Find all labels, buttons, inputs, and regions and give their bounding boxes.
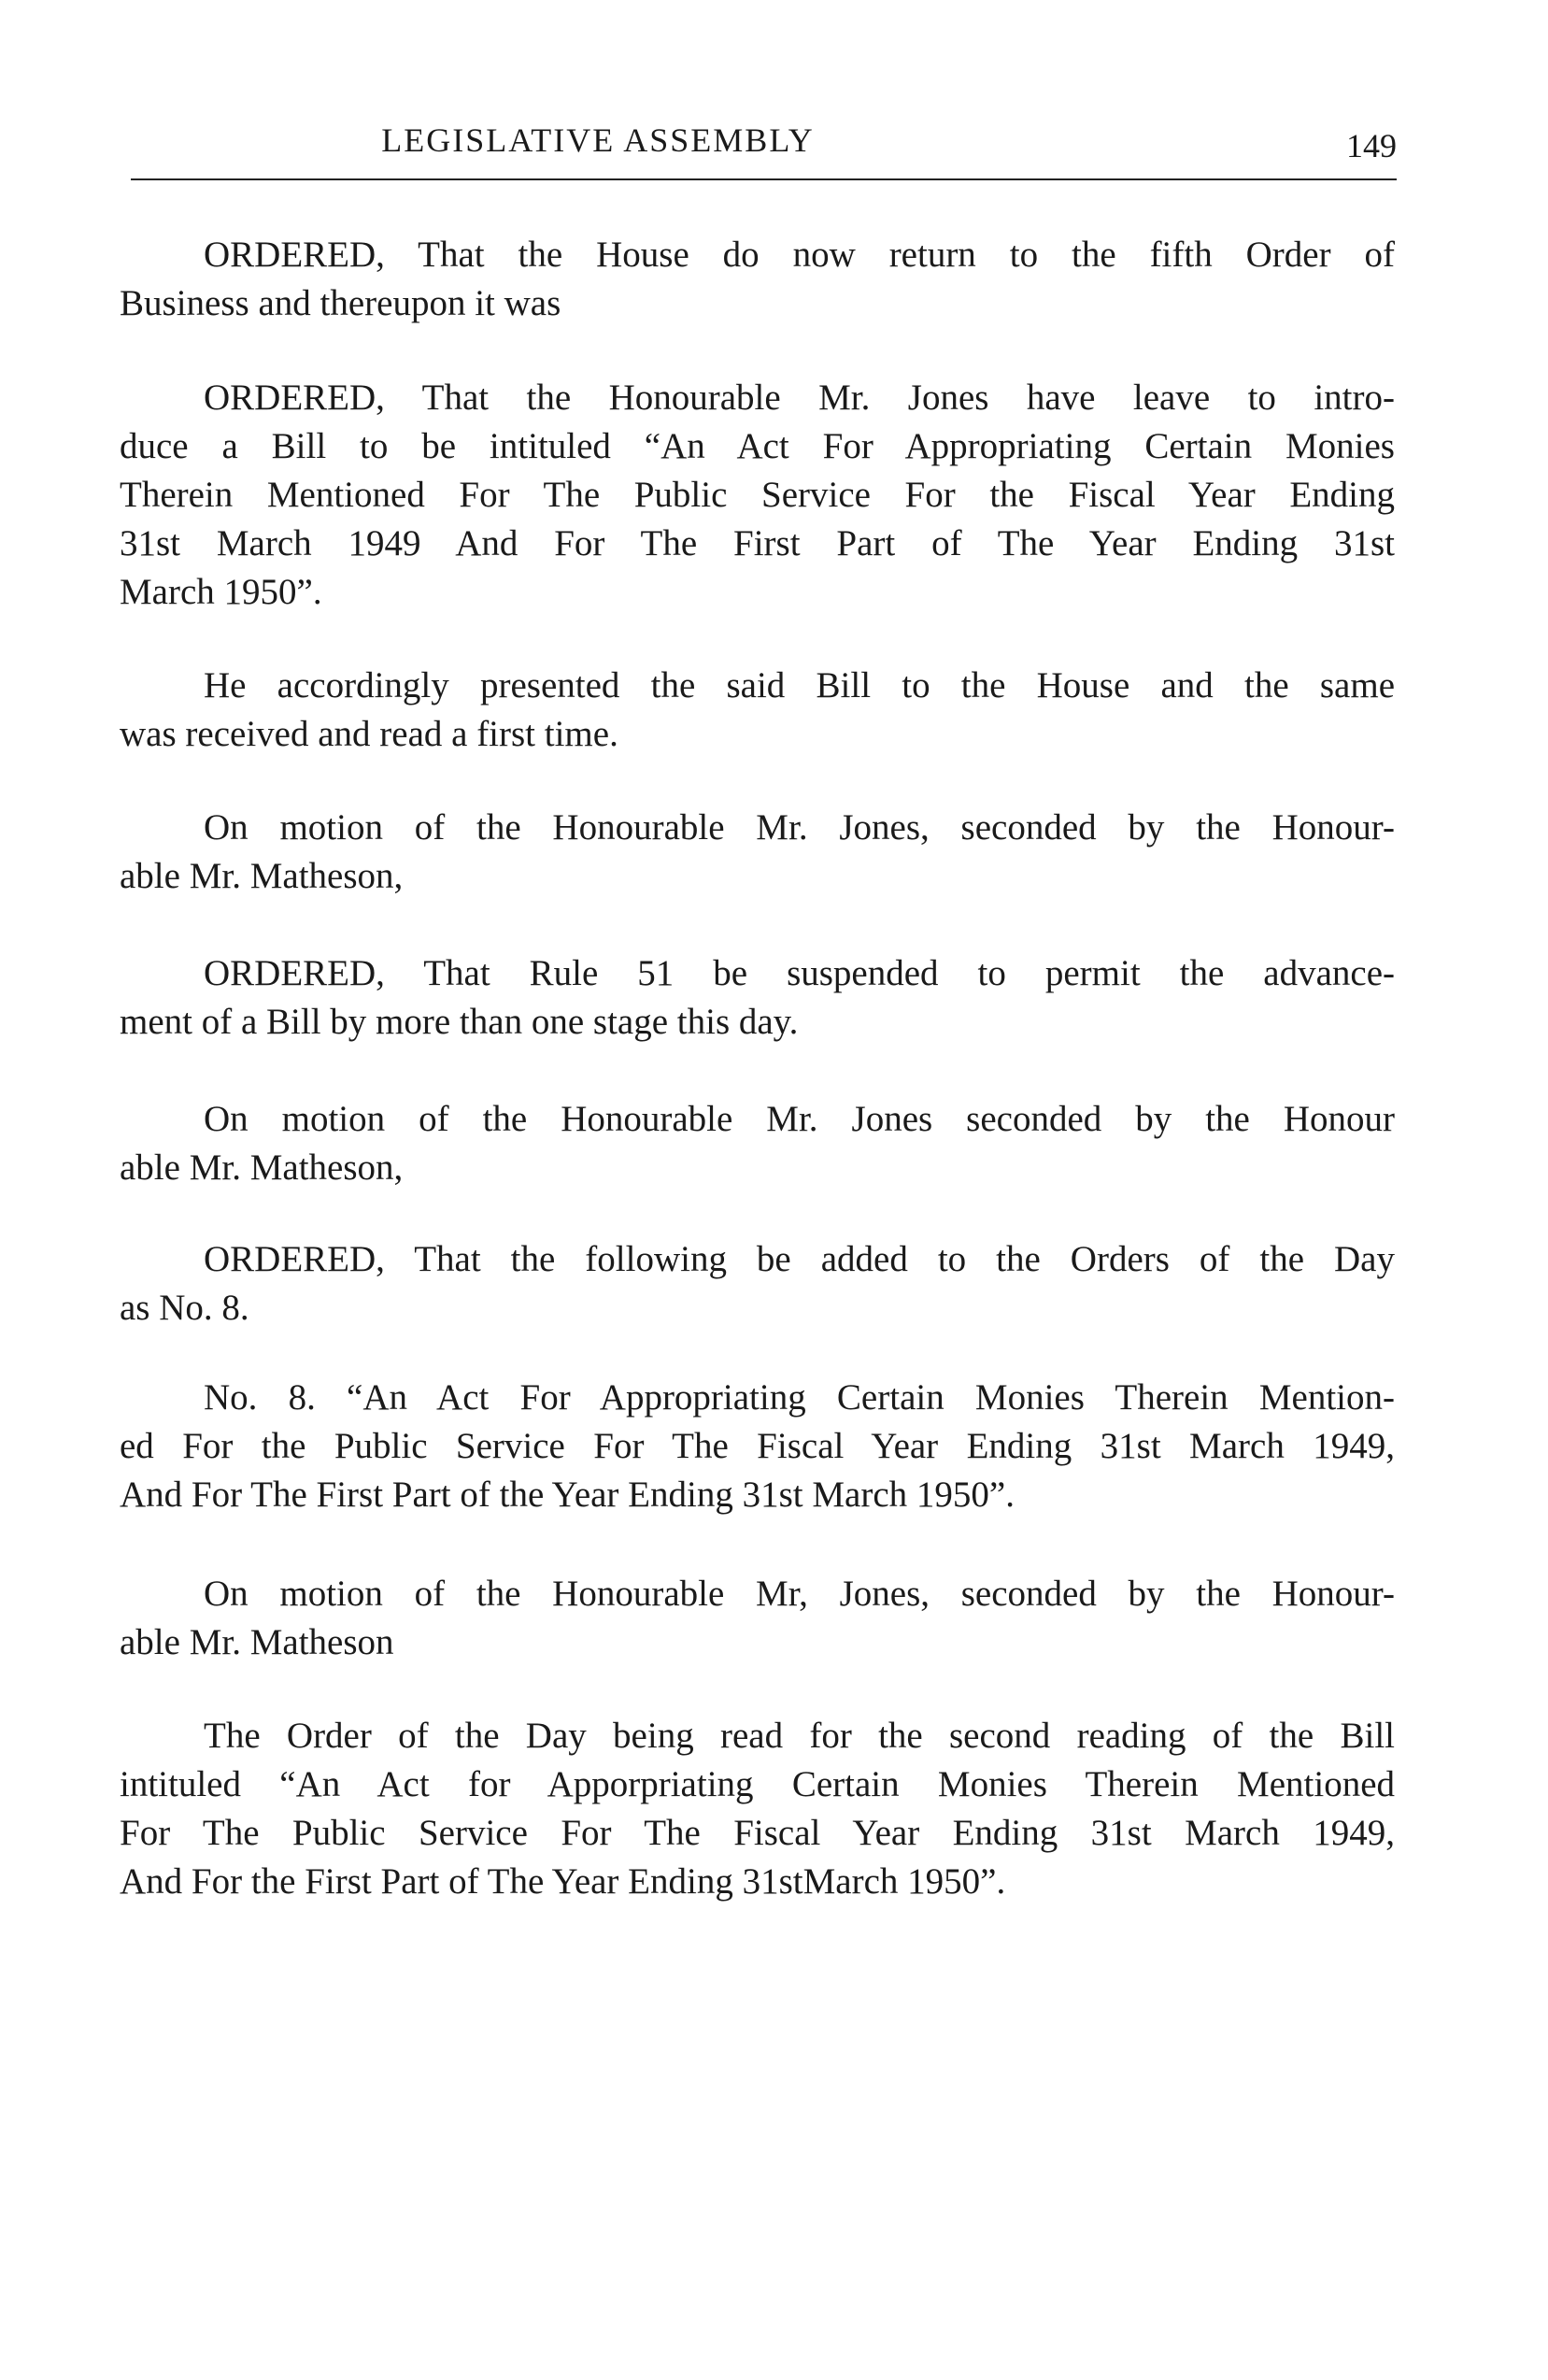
text-line: Business and thereupon it was bbox=[120, 283, 561, 323]
text-line: able Mr. Matheson bbox=[120, 1622, 394, 1662]
text-line: On motion of the Honourable Mr. Jones seconded by the Honour bbox=[204, 1099, 1395, 1139]
text-line: For The Public Service For The Fiscal Year Ending 31st March 1949, bbox=[120, 1813, 1395, 1853]
text-line: No. 8. “An Act For Appropriating Certain Monies Therein Mention- bbox=[204, 1377, 1395, 1418]
text-line: ORDERED, That the House do now return to the fifth Order of bbox=[204, 235, 1395, 275]
text-line: ORDERED, That the Honourable Mr. Jones have leave to intro- bbox=[204, 378, 1395, 418]
text-line: And For the First Part of The Year Ending 31stMarch 1950”. bbox=[120, 1861, 1006, 1902]
text-line: duce a Bill to be intituled “An Act For Appropriating Certain Monies bbox=[120, 426, 1395, 466]
text-line: And For The First Part of the Year Ending 31st March 1950”. bbox=[120, 1475, 1015, 1515]
page-number: 149 bbox=[1346, 127, 1397, 164]
paragraph-motion-jones-matheson-1 bbox=[120, 804, 1395, 901]
text-line: Therein Mentioned For The Public Service For the Fiscal Year Ending bbox=[120, 475, 1395, 515]
text-line: On motion of the Honourable Mr. Jones, seconded by the Honour- bbox=[204, 807, 1395, 848]
paragraph-motion-jones-matheson-3 bbox=[120, 1570, 1395, 1667]
paragraph-leave-to-introduce-bill bbox=[120, 374, 1395, 617]
text-line: On motion of the Honourable Mr, Jones, seconded by the Honour- bbox=[204, 1574, 1395, 1614]
paragraph-orders-of-the-day bbox=[120, 1235, 1395, 1333]
paragraph-motion-jones-matheson-2 bbox=[120, 1095, 1395, 1192]
text-line: The Order of the Day being read for the second reading of the Bill bbox=[204, 1716, 1395, 1756]
page-header-title: LEGISLATIVE ASSEMBLY bbox=[381, 121, 815, 159]
text-line: March 1950”. bbox=[120, 572, 322, 612]
text-line: ORDERED, That Rule 51 be suspended to permit the advance- bbox=[204, 953, 1395, 993]
text-line: able Mr. Matheson, bbox=[120, 856, 404, 896]
text-line: ment of a Bill by more than one stage this day. bbox=[120, 1002, 799, 1042]
text-line: as No. 8. bbox=[120, 1288, 249, 1328]
paragraph-return-to-fifth-order bbox=[120, 231, 1395, 328]
text-line: able Mr. Matheson, bbox=[120, 1147, 404, 1188]
text-line: intituled “An Act for Apporpriating Certain Monies Therein Mentioned bbox=[120, 1764, 1395, 1804]
text-line: was received and read a first time. bbox=[120, 714, 618, 754]
text-line: 31st March 1949 And For The First Part of The Year Ending 31st bbox=[120, 523, 1395, 563]
text-line: ed For the Public Service For The Fiscal Year Ending 31st March 1949, bbox=[120, 1426, 1395, 1466]
paragraph-bill-presented bbox=[120, 662, 1395, 759]
paragraph-order-no-8 bbox=[120, 1374, 1395, 1519]
paragraph-second-reading bbox=[120, 1712, 1395, 1906]
text-line: He accordingly presented the said Bill to the House and the same bbox=[204, 665, 1395, 705]
text-line: ORDERED, That the following be added to the Orders of the Day bbox=[204, 1239, 1395, 1279]
paragraph-rule-51-suspended bbox=[120, 949, 1395, 1047]
header-rule bbox=[131, 178, 1397, 180]
